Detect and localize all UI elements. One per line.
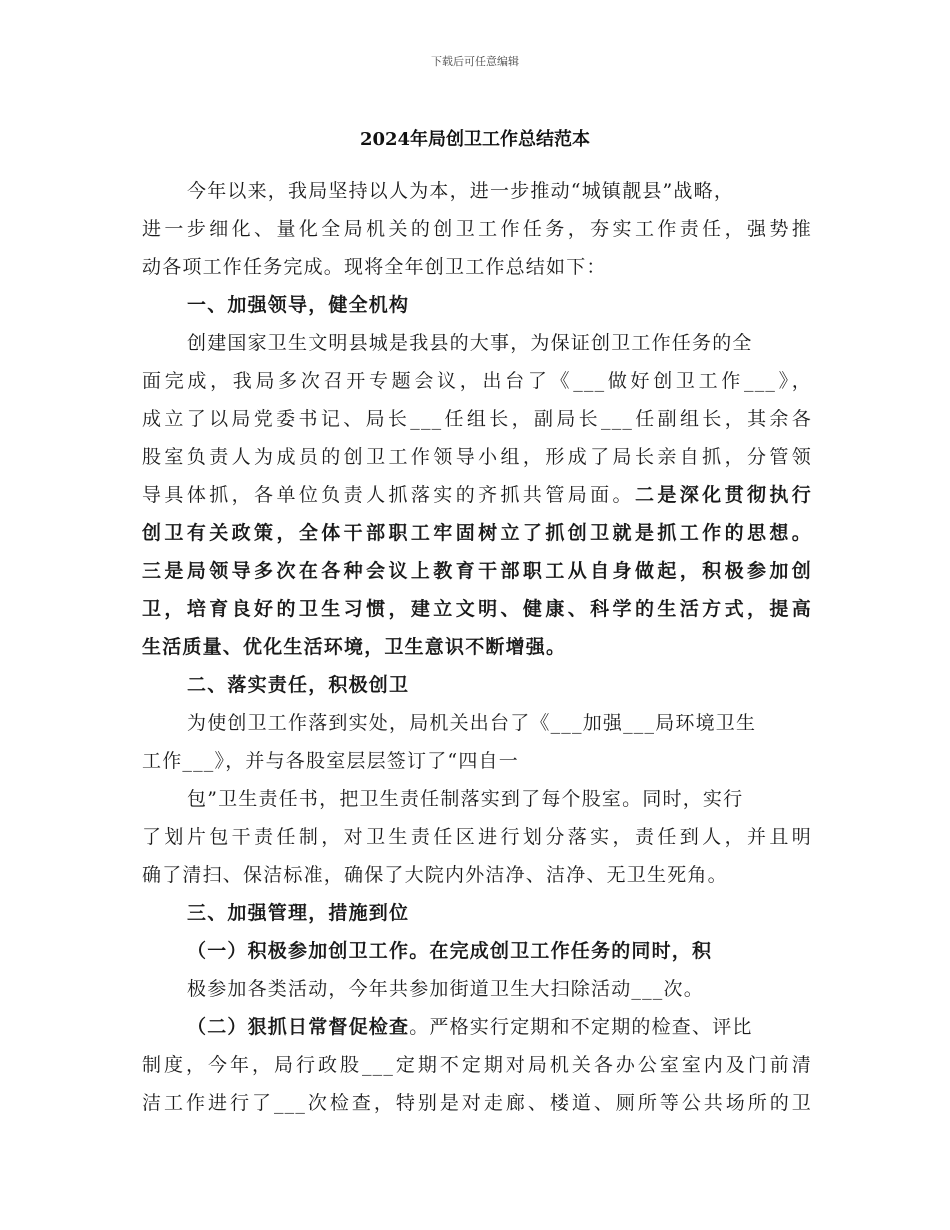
- paragraph-line-bold: 三是局领导多次在各种会议上教育干部职工从自身做起，积极参加创: [142, 560, 812, 582]
- section-heading: 二、落实责任，积极创卫: [187, 674, 410, 696]
- paragraph-line-bold: 卫，培育良好的卫生习惯，建立文明、健康、科学的生活方式，提高: [142, 598, 812, 620]
- paragraph-line: 包”卫生责任书，把卫生责任制落实到了每个股室。同时，实行: [187, 788, 744, 810]
- page-header-note: 下载后可任意编辑: [431, 55, 519, 68]
- paragraph-line: 确了清扫、保洁标准，确保了大院内外洁净、洁净、无卫生死角。: [142, 864, 728, 886]
- paragraph-line-mixed: [187, 1008, 812, 1046]
- bold-text: 二是深化贯彻执行: [634, 484, 812, 506]
- paragraph-line: 股室负责人为成员的创卫工作领导小组，形成了局长亲自抓，分管领: [142, 446, 812, 468]
- paragraph-line-mixed: [142, 476, 812, 514]
- paragraph-line: 面完成，我局多次召开专题会议，出台了《___做好创卫工作___》，: [142, 370, 812, 392]
- paragraph-line: 洁工作进行了___次检查，特别是对走廊、楼道、厕所等公共场所的卫: [142, 1092, 812, 1114]
- paragraph-line: 极参加各类活动，今年共参加街道卫生大扫除活动___次。: [187, 978, 704, 1000]
- document-title: 2024年局创卫工作总结范本: [359, 129, 591, 150]
- subsection-heading-inline: （二）狠抓日常督促检查: [187, 1016, 410, 1038]
- normal-text: 。严格实行定期和不定期的检查、评比: [409, 1016, 753, 1038]
- paragraph-line-bold: 创卫有关政策，全体干部职工牢固树立了抓创卫就是抓工作的思想。: [142, 522, 812, 544]
- normal-text: 导具体抓，各单位负责人抓落实的齐抓共管局面。: [142, 484, 635, 506]
- paragraph-line: 工作___》，并与各股室层层签订了“四自一: [142, 750, 519, 772]
- paragraph-line: 了划片包干责任制，对卫生责任区进行划分落实，责任到人，并且明: [142, 826, 812, 848]
- paragraph-line: 创建国家卫生文明县城是我县的大事，为保证创卫工作任务的全: [187, 332, 753, 354]
- paragraph-line: 为使创卫工作落到实处，局机关出台了《___加强___局环境卫生: [187, 712, 757, 734]
- paragraph-line: 动各项工作任务完成。现将全年创卫工作总结如下：: [142, 256, 607, 278]
- paragraph-line-bold: 生活质量、优化生活环境，卫生意识不断增强。: [142, 636, 567, 658]
- subsection-heading: （一）积极参加创卫工作。在完成创卫工作任务的同时，积: [187, 940, 713, 962]
- section-heading: 一、加强领导，健全机构: [187, 294, 410, 316]
- paragraph-line: 今年以来，我局坚持以人为本，进一步推动“城镇靓县”战略，: [187, 180, 735, 202]
- paragraph-line: 成立了以局党委书记、局长___任组长，副局长___任副组长，其余各: [142, 408, 812, 430]
- paragraph-line: 进一步细化、量化全局机关的创卫工作任务，夯实工作责任，强势推: [142, 218, 812, 240]
- section-heading: 三、加强管理，措施到位: [187, 902, 410, 924]
- paragraph-line: 制度，今年，局行政股___定期不定期对局机关各办公室室内及门前清: [142, 1054, 812, 1076]
